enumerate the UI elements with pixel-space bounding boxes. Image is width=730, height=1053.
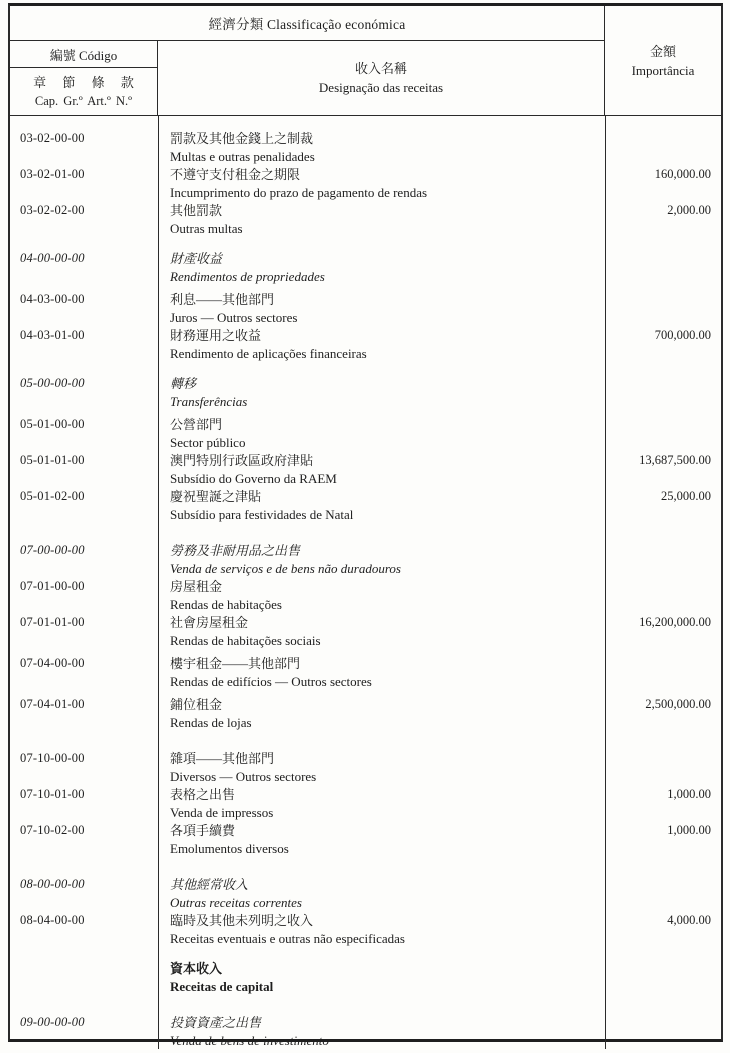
row-title-pt: Outras multas: [170, 220, 243, 236]
row-title-zh: 其他罰款: [170, 203, 223, 218]
row-title-pt: Rendas de edifícios — Outros sectores: [170, 673, 372, 689]
row-designation: [158, 960, 605, 995]
row-designation: [158, 750, 605, 785]
row-designation: [158, 488, 605, 523]
row-designation: [158, 614, 605, 649]
row-title-pt: Receitas eventuais e outras não especificadas: [170, 930, 405, 946]
table-header: [10, 6, 721, 116]
table-body: [10, 116, 721, 1049]
row-title-pt: Rendas de lojas: [170, 714, 252, 730]
revenue-table: [8, 3, 723, 1048]
header-code-subcolumns: [10, 68, 157, 115]
row-code: 09-00-00-00: [20, 1015, 85, 1029]
row-designation: [158, 786, 605, 821]
row-title-zh: 轉移: [170, 376, 197, 391]
row-title-zh: 資本收入: [170, 961, 223, 976]
table-row: [10, 786, 721, 821]
column-divider-code: [158, 116, 159, 1049]
row-title-pt: Incumprimento do prazo de pagamento de rendas: [170, 184, 428, 200]
table-row: [10, 578, 721, 613]
table-row: [10, 327, 721, 362]
row-title-zh: 罰款及其他金錢上之制裁: [170, 131, 314, 146]
row-title-zh: 慶祝聖誕之津貼: [170, 489, 262, 504]
row-designation: [158, 416, 605, 451]
row-title-zh: 其他經常收入: [170, 877, 249, 892]
table-row: [10, 291, 721, 326]
row-code: 07-04-00-00: [20, 656, 85, 670]
row-title-zh: 投資資產之出售: [170, 1015, 262, 1030]
row-title-zh: 臨時及其他未列明之收入: [170, 913, 314, 928]
table-row: [10, 130, 721, 165]
row-designation: [158, 655, 605, 690]
row-amount: [605, 130, 723, 165]
row-designation: [158, 822, 605, 857]
row-title-zh: 鋪位租金: [170, 697, 223, 712]
row-code: 05-01-02-00: [20, 489, 85, 503]
table-row: [10, 250, 721, 285]
row-amount: 16,200,000.00: [639, 615, 711, 629]
header-code-subcolumns-pt: Cap. Gr.º Art.º N.º: [34, 93, 133, 108]
row-amount: 25,000.00: [661, 489, 711, 503]
row-title-zh: 表格之出售: [170, 787, 236, 802]
row-title-pt: Multas e outras penalidades: [170, 148, 315, 164]
row-code: [10, 960, 158, 995]
header-amount-zh: 金額: [649, 43, 676, 59]
table-row: [10, 912, 721, 947]
row-title-zh: 樓宇租金——其他部門: [170, 656, 301, 671]
row-title-pt: Venda de impressos: [170, 804, 274, 820]
row-designation: [158, 1014, 605, 1049]
row-amount: 2,500,000.00: [645, 697, 711, 711]
row-amount: [605, 876, 723, 911]
row-amount: 160,000.00: [654, 167, 711, 181]
row-designation: [158, 291, 605, 326]
row-designation: [158, 696, 605, 731]
header-economic-classification: 經濟分類 Classificação económica: [10, 6, 604, 41]
row-designation: [158, 130, 605, 165]
table-row: [10, 876, 721, 911]
row-title-pt: Diversos — Outros sectores: [170, 768, 317, 784]
row-designation: [158, 327, 605, 362]
row-title-zh: 社會房屋租金: [170, 615, 249, 630]
row-code: 04-03-00-00: [20, 292, 85, 306]
row-designation: [158, 250, 605, 285]
table-row: [10, 452, 721, 487]
table-row: [10, 166, 721, 201]
header-left-group: [10, 6, 605, 115]
row-title-pt: Venda de bens de investimento: [170, 1032, 329, 1048]
row-code: 03-02-01-00: [20, 167, 85, 181]
row-title-pt: Sector público: [170, 434, 246, 450]
table-row: [10, 542, 721, 577]
table-row: [10, 822, 721, 857]
row-amount: [605, 655, 723, 690]
row-amount: [605, 960, 723, 995]
row-code: 05-01-00-00: [20, 417, 85, 431]
header-amount-cell: [605, 6, 721, 115]
row-code: 05-00-00-00: [20, 376, 85, 390]
row-code: 07-10-02-00: [20, 823, 85, 837]
table-row: [10, 614, 721, 649]
header-left-lower: [10, 41, 604, 115]
row-amount: [605, 375, 723, 410]
row-code: 04-03-01-00: [20, 328, 85, 342]
row-amount: [605, 250, 723, 285]
table-row: [10, 416, 721, 451]
header-code-column: [10, 41, 158, 115]
row-amount: [605, 750, 723, 785]
header-designation-zh: 收入名稱: [354, 61, 407, 76]
row-title-pt: Rendimentos de propriedades: [170, 268, 325, 284]
table-row: [10, 696, 721, 731]
row-title-zh: 財務運用之收益: [170, 328, 262, 343]
row-amount: [605, 542, 723, 577]
row-amount: 1,000.00: [667, 823, 711, 837]
row-title-pt: Transferências: [170, 393, 248, 409]
row-code: 07-01-00-00: [20, 579, 85, 593]
row-designation: [158, 202, 605, 237]
table-row: [10, 750, 721, 785]
table-row: [10, 655, 721, 690]
row-code: 03-02-00-00: [20, 131, 85, 145]
row-code: 05-01-01-00: [20, 453, 85, 467]
row-code: 08-00-00-00: [20, 877, 85, 891]
row-title-zh: 公營部門: [170, 417, 223, 432]
row-title-zh: 財產收益: [170, 251, 223, 266]
row-title-zh: 澳門特別行政區政府津貼: [170, 453, 314, 468]
table-row: [10, 375, 721, 410]
row-amount: 1,000.00: [667, 787, 711, 801]
row-designation: [158, 166, 605, 201]
row-code: 08-04-00-00: [20, 913, 85, 927]
row-amount: 13,687,500.00: [639, 453, 711, 467]
row-title-zh: 雜項——其他部門: [170, 751, 275, 766]
header-code-subcolumns-zh: 章 節 條 款: [33, 74, 134, 90]
header-designation-cell: [158, 41, 604, 115]
row-code: 07-00-00-00: [20, 543, 85, 557]
header-amount-pt: Importância: [631, 62, 695, 78]
row-code: 07-01-01-00: [20, 615, 85, 629]
row-title-pt: Rendimento de aplicações financeiras: [170, 345, 367, 361]
row-designation: [158, 876, 605, 911]
row-title-pt: Receitas de capital: [170, 978, 274, 994]
table-row: [10, 202, 721, 237]
column-divider-amount: [605, 116, 606, 1049]
table-row: [10, 488, 721, 523]
row-title-pt: Rendas de habitações sociais: [170, 632, 321, 648]
row-code: 04-00-00-00: [20, 251, 85, 265]
row-title-zh: 勞務及非耐用品之出售: [170, 543, 301, 558]
header-designation-pt: Designação das receitas: [318, 80, 444, 95]
row-amount: [605, 578, 723, 613]
row-amount: 4,000.00: [667, 913, 711, 927]
row-designation: [158, 912, 605, 947]
row-designation: [158, 542, 605, 577]
table-row: [10, 1014, 721, 1049]
row-designation: [158, 578, 605, 613]
row-title-pt: Venda de serviços e de bens não duradouros: [170, 560, 401, 576]
row-title-zh: 各項手續費: [170, 823, 236, 838]
header-code-label: 編號 Código: [10, 41, 157, 68]
row-title-zh: 房屋租金: [170, 579, 223, 594]
row-title-pt: Outras receitas correntes: [170, 894, 302, 910]
row-amount: [605, 1014, 723, 1049]
row-code: 03-02-02-00: [20, 203, 85, 217]
row-title-zh: 不遵守支付租金之期限: [170, 167, 301, 182]
row-title-zh: 利息——其他部門: [170, 292, 275, 307]
row-title-pt: Emolumentos diversos: [170, 840, 289, 856]
row-designation: [158, 452, 605, 487]
row-title-pt: Juros — Outros sectores: [170, 309, 298, 325]
row-amount: [605, 291, 723, 326]
row-title-pt: Subsídio para festividades de Natal: [170, 506, 354, 522]
row-code: 07-10-00-00: [20, 751, 85, 765]
table-row: [10, 960, 721, 995]
row-amount: 700,000.00: [654, 328, 711, 342]
row-code: 07-10-01-00: [20, 787, 85, 801]
row-title-pt: Rendas de habitações: [170, 596, 282, 612]
row-designation: [158, 375, 605, 410]
row-code: 07-04-01-00: [20, 697, 85, 711]
row-amount: [605, 416, 723, 451]
row-title-pt: Subsídio do Governo da RAEM: [170, 470, 337, 486]
row-amount: 2,000.00: [667, 203, 711, 217]
